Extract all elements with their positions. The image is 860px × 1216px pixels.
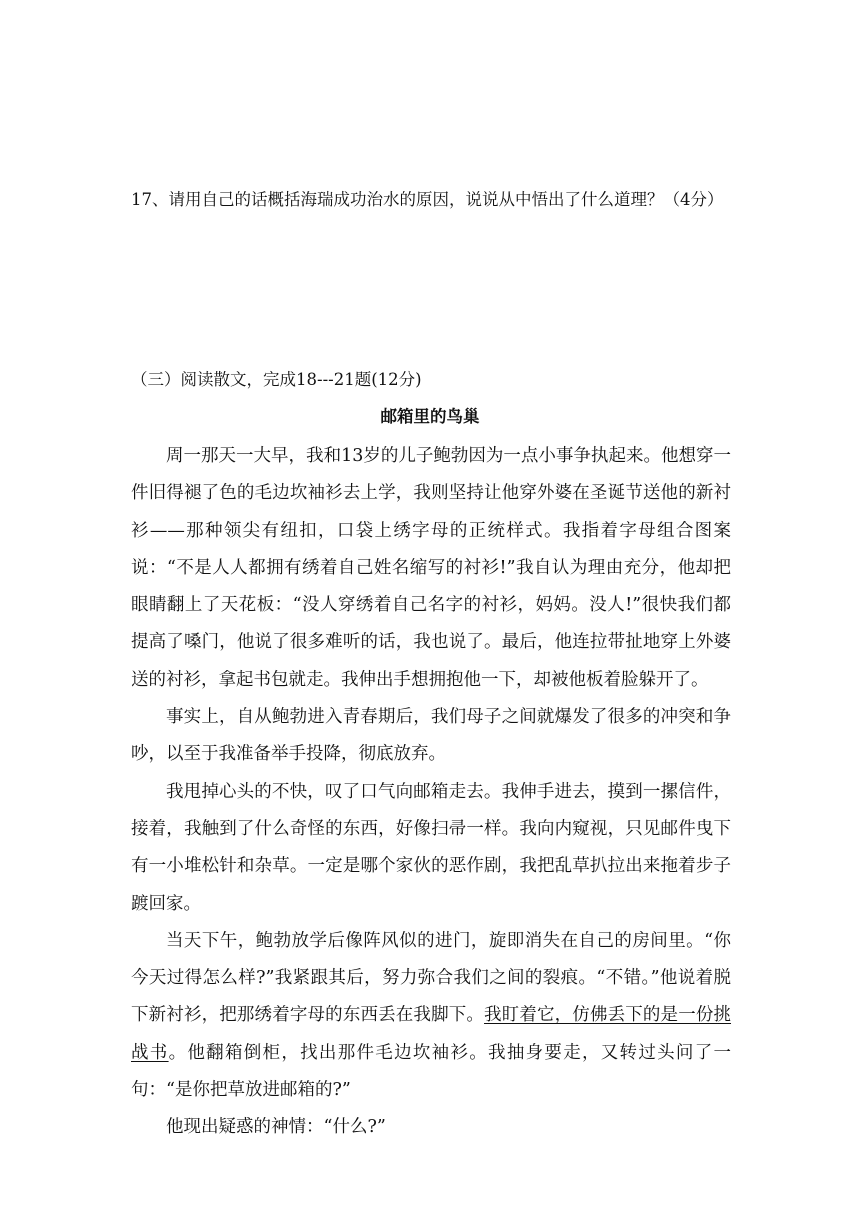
paragraph-1: 周一那天一大早，我和13岁的儿子鲍勃因为一点小事争执起来。他想穿一件旧得褪了色的毛边坎袖衫去上学，我则坚持让他穿外婆在圣诞节送他的新衬衫——那种领尖有纽扣，口袋上绣字母的正统样式。我指着字母组合图案说：“不是人人都拥有绣着自己姓名缩写的衬衫!”我自认为理由充分，他却把眼睛翻上了天花板：“没人穿绣着自己名字的衬衫，妈妈。没人!”很快我们都提高了嗓门，他说了很多难听的话，我也说了。最后，他连拉带扯地穿上外婆送的衬衫，拿起书包就走。我伸出手想拥抱他一下，却被他板着脸躲开了。 [131, 446, 731, 690]
paragraph-2: 事实上，自从鲍勃进入青春期后，我们母子之间就爆发了很多的冲突和争吵，以至于我准备举手投降，彻底放弃。 [131, 707, 731, 765]
paragraph-4 [131, 923, 731, 1109]
underlined-sentence: 我盯着它，仿佛丢下的是一份挑战书 [131, 1005, 732, 1063]
article-body [131, 438, 731, 1147]
paragraph-4-start: 当天下午，鲍勃放学后像阵风似的进门，旋即消失在自己的房间里。“你今天过得怎么样?”我紧跟其后，努力弥合我们之间的裂痕。“不错。”他说着脱下新衬衫，把那绣着字母的东西丢在我脚下。 [131, 930, 731, 1026]
article-title: 邮箱里的鸟巢 [380, 407, 480, 426]
section-heading: （三）阅读散文，完成18---21题(12分) [131, 370, 422, 389]
question-17: 17、请用自己的话概括海瑞成功治水的原因，说说从中悟出了什么道理？（4分） [131, 190, 724, 209]
paragraph-4-end: 。他翻箱倒柜，找出那件毛边坎袖衫。我抽身要走，又转过头问了一句：“是你把草放进邮箱的?” [131, 1042, 732, 1101]
paragraph-5: 他现出疑惑的神情：“什么?” [166, 1117, 386, 1138]
paragraph-3: 我甩掉心头的不快，叹了口气向邮箱走去。我伸手进去，摸到一摞信件，接着，我触到了什么奇怪的东西，好像扫帚一样。我向内窥视，只见邮件曳下有一小堆松针和杂草。一定是哪个家伙的恶作剧，我把乱草扒拉出来拖着步子踱回家。 [131, 781, 731, 914]
